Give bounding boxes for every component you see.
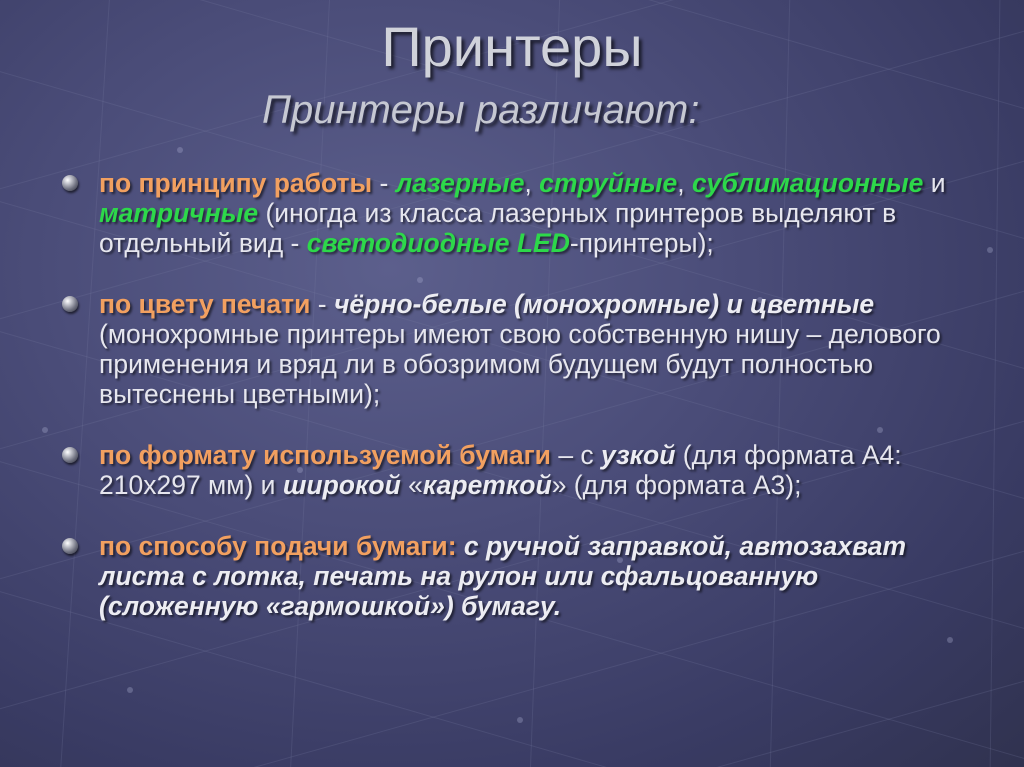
bullet-segment: (для формата А4: 210x297 мм) и <box>99 440 902 500</box>
bullet-segment: - <box>310 289 334 319</box>
bullet-segment: » (для формата А3); <box>551 470 802 500</box>
bullet-item <box>62 531 962 621</box>
slide-subtitle: Принтеры различают: <box>262 88 700 132</box>
bullet-segment: и <box>923 168 946 198</box>
bullet-marker-icon <box>62 447 78 463</box>
bullet-segment: широкой <box>282 470 401 500</box>
slide-title: Принтеры <box>381 15 643 78</box>
bullet-segment: узкой <box>601 440 676 470</box>
bullet-segment: , <box>677 168 693 198</box>
bullet-segment: с ручной заправкой, автозахват листа с лотка, печать на рулон или сфальцованную (сложенную «гармошкой») бумагу. <box>99 531 907 621</box>
bullet-segment: чёрно-белые (монохромные) и цветные <box>333 289 875 319</box>
bullet-item <box>62 440 962 500</box>
bullet-segment: струйные <box>539 168 678 198</box>
bullet-segment: – с <box>550 440 602 470</box>
bullet-item <box>62 289 962 409</box>
bullet-list <box>62 168 962 621</box>
bullet-segment: матричные <box>99 198 259 228</box>
bullet-segment <box>457 531 464 561</box>
bullet-text <box>99 531 906 621</box>
bullet-segment: по формату используемой бумаги <box>99 440 551 470</box>
bullet-segment: светодиодные LED <box>306 228 570 258</box>
bullet-segment: кареткой <box>422 470 552 500</box>
bullet-segment: по способу подачи бумаги: <box>99 531 457 561</box>
bullet-item <box>62 168 962 258</box>
bullet-segment: - <box>372 168 396 198</box>
bullet-segment: , <box>524 168 540 198</box>
bullet-marker-icon <box>62 296 78 312</box>
bullet-marker-icon <box>62 538 78 554</box>
bullet-text <box>99 168 946 258</box>
bullet-segment: -принтеры); <box>569 228 714 258</box>
bullet-segment: сублимационные <box>692 168 924 198</box>
bullet-segment: « <box>400 470 423 500</box>
bullet-text <box>99 289 941 409</box>
bullet-segment: по цвету печати <box>99 289 311 319</box>
bullet-segment: (иногда из класса лазерных принтеров выделяют в отдельный вид - <box>99 198 897 258</box>
bullet-segment: (монохромные принтеры имеют свою собственную нишу – делового применения и вряд ли в обозримом будущем будут полностью вытеснены цветными); <box>99 319 941 409</box>
bullet-segment: по принципу работы <box>99 168 373 198</box>
bullet-segment: лазерные <box>395 168 525 198</box>
bullet-marker-icon <box>62 175 78 191</box>
bullet-text <box>99 440 902 500</box>
